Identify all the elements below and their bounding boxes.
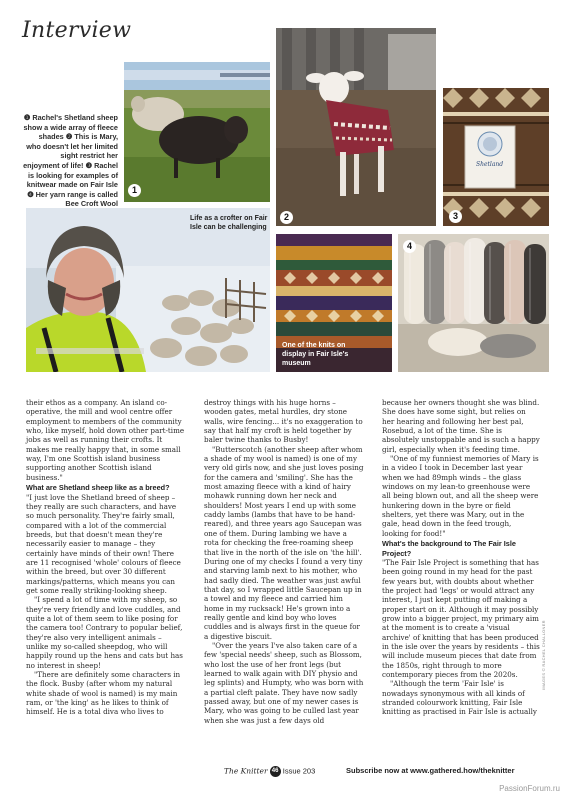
body-paragraph: "I just love the Shetland breed of sheep – they really are such characters, and have so much personality. They're fairly small, compared with a lot of the commercial breeds, but that doesn't mean they're necessarily easier to manage – they certainly have minds of their own! There are 11 recognised 'whole' colours of fleece within the breed, but over 30 different markings/patterns, which means you can get some really striking-looking sheep. bbox=[26, 492, 181, 595]
photo-sheep-field bbox=[124, 62, 270, 202]
body-paragraph: their ethos as a company. An island co-operative, the mill and wool centre offer employment to members of the community who, like myself, hold down other part-time jobs as well as running their crofts. It makes me really happy that, in some small way, I'm one Scottish island business supporting another Scottish island business." bbox=[26, 398, 185, 482]
museum-caption: One of the knits on display in Fair Isle's museum bbox=[282, 342, 349, 367]
photo-lamb-mary bbox=[276, 28, 436, 226]
section-heading: What are Shetland sheep like as a breed? bbox=[26, 483, 170, 493]
watermark: PassionForum.ru bbox=[499, 784, 560, 793]
photo-rachel-crofter bbox=[26, 208, 270, 372]
photo-caption: ❶ Rachel's Shetland sheep show a wide array of fleece shades ❷ This is Mary, who doesn't let her limited sight restrict her enjoyment of life! ❸ Rachel is looking for examples of knitwear made on Fair Isle ❹ Her yarn range is called Bee Croft Wool bbox=[23, 113, 118, 209]
body-paragraph: "There are definitely some characters in the flock. Busby (after whom my natural white shade of wool is named) is my main ram, or 'the king' as he likes to think of himself. He is a total diva who lives to bbox=[26, 670, 181, 717]
body-paragraph: "One of my funniest memories of Mary is in a video I took in December last year when we had 89mph winds – the glass windows on my lean-to greenhouse were all being blown out, and all the sheep were hunkering down in the byre or field shelters, yet there was Mary, out in the gale, head down in the feed trough, looking for food!" bbox=[382, 454, 539, 538]
body-paragraph: "Butterscotch (another sheep after whom a shade of my wool is named) is one of my very old girls now, and she just loves posing for the camera and 'smiling'. She has the most amazing fleece with a kind of hairy mohawk running down her neck and shoulders! Most years I end up with some caddy lambs (lambs that have to be hand-reared), and three years ago Saucepan was one of them. During lambing we have a rota for checking the free-roaming sheep that live in the north of the isle on 'the hill'. During one of my checks I found a very tiny and starving lamb next to his mother, who had sadly died. The weather was just awful that day, so I wrapped little Saucepan up in a towel and my fleece and carried him home in my rucksack! He's grown into a really gentle and kind boy who loves cuddles and is always first in the queue for a digestive biscuit. bbox=[204, 444, 364, 641]
issue-number: Issue 203 bbox=[282, 766, 316, 776]
page-number: 46 bbox=[270, 766, 281, 777]
photo-fair-isle-knitwear bbox=[443, 88, 549, 226]
column-1 bbox=[26, 398, 186, 717]
badge-2: 2 bbox=[280, 211, 293, 224]
body-paragraph: "Over the years I've also taken care of a few 'special needs' sheep, such as Blossom, who lost the use of her front legs (but learned to walk again with DIY physio and leg splints) and Humpty, who was born with a partial cleft palate. They have now sadly passed away, but one of my newer cases is Mary, who was going to be culled last year when she was just a few days old bbox=[204, 640, 364, 725]
body-paragraph: "I spend a lot of time with my sheep, so they're very friendly and love cuddles, and quite a lot of them seem to like posing for the camera too! Contrary to popular belief, they're also very intelligent animals – unlike my so-called sheepdog, who will happily round up the hens and cats but has no interest in sheep! bbox=[26, 595, 183, 670]
magazine-name: The Knitter bbox=[224, 766, 268, 776]
body-paragraph: "The Fair Isle Project is something that has been going round in my head for the past few years but, with doubts about whether the project had 'legs' or would attract any interest, I just kept putting off making a proper start on it. Although it may possibly grow into a bigger project, my primary aim at the moment is to create a 'visual archive' of knitting that has been produced in the isle over the years by residents – this will include museum pieces that date from the 1850s, right through to more contemporary pieces from the 2020s. bbox=[382, 557, 540, 680]
image-credit: IMAGES © RACHEL CHALLONER bbox=[541, 620, 546, 690]
page-title: Interview bbox=[22, 18, 132, 43]
badge-1: 1 bbox=[128, 184, 141, 197]
crofter-caption: Life as a crofter on Fair Isle can be challenging bbox=[190, 215, 268, 231]
photo-yarn-skeins bbox=[398, 234, 549, 372]
section-heading: What's the background to The Fair Isle Project? bbox=[382, 539, 516, 558]
subscribe-link[interactable]: Subscribe now at www.gathered.how/theknitter bbox=[346, 766, 515, 775]
column-2 bbox=[204, 398, 364, 725]
badge-3: 3 bbox=[449, 210, 462, 223]
photo-museum-knit bbox=[276, 234, 392, 372]
body-paragraph: because her owners thought she was blind. She does have some sight, but relies on her hearing and following her best pal, Rosebud, a lot of the time. She is absolutely unstoppable and is such a happy girl, especially when it's feeding time. bbox=[382, 398, 540, 454]
body-paragraph: "Although the term 'Fair Isle' is nowadays synonymous with all kinds of stranded colourwork knitting, Fair Isle knitting as practised in Fair Isle is actually bbox=[382, 679, 537, 717]
yarn-label-text: Shetland bbox=[476, 161, 504, 168]
footer-left bbox=[224, 766, 315, 777]
body-paragraph: destroy things with his huge horns – wooden gates, metal hurdles, dry stone walls, wire fencing... it's no exaggeration to say that half my croft is held together by baler twine thanks to Busby! bbox=[204, 398, 363, 445]
badge-4: 4 bbox=[403, 240, 416, 253]
column-3 bbox=[382, 398, 540, 717]
